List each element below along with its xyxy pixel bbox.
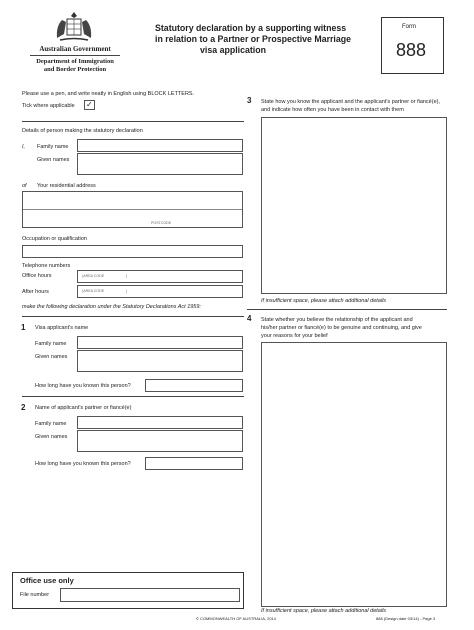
coat-of-arms-logo bbox=[52, 10, 96, 44]
occupation-field[interactable] bbox=[22, 245, 243, 258]
q4-divider bbox=[247, 309, 447, 310]
q4-number: 4 bbox=[247, 314, 252, 323]
q1-divider bbox=[22, 316, 244, 317]
q4-insufficient-note: If insufficient space, please attach additional details bbox=[261, 608, 387, 614]
q1-family-field[interactable] bbox=[77, 336, 243, 349]
of-label: of bbox=[22, 183, 27, 189]
after-hours-label: After hours bbox=[22, 289, 49, 295]
family-name-label: Family name bbox=[37, 144, 69, 150]
q1-how-long-label: How long have you known this person? bbox=[35, 383, 131, 389]
q1-how-long-field[interactable] bbox=[145, 379, 243, 392]
q1-family-label: Family name bbox=[35, 341, 67, 347]
q2-how-long-field[interactable] bbox=[145, 457, 243, 470]
given-names-field[interactable] bbox=[77, 153, 243, 175]
form-title-line1: Statutory declaration by a supporting witness bbox=[155, 23, 347, 33]
instruction-text: Please use a pen, and write neatly in English using BLOCK LETTERS. bbox=[22, 91, 195, 97]
q2-number: 2 bbox=[21, 403, 26, 412]
header-divider bbox=[30, 55, 120, 56]
q2-how-long-label: How long have you known this person? bbox=[35, 461, 131, 467]
q4-question-line3: your reasons for your belief bbox=[261, 333, 328, 339]
details-divider bbox=[22, 121, 244, 122]
q2-divider bbox=[22, 396, 244, 397]
details-heading: Details of person making the statutory declaration bbox=[22, 128, 143, 134]
q1-given-label: Given names bbox=[35, 354, 68, 360]
q2-given-label: Given names bbox=[35, 434, 68, 440]
office-hours-field[interactable] bbox=[77, 270, 243, 283]
form-title-line3: visa application bbox=[200, 45, 266, 55]
postcode-label: POSTCODE bbox=[151, 221, 172, 225]
file-number-field[interactable] bbox=[60, 588, 240, 602]
form-title-line2: in relation to a Partner or Prospective Marriage bbox=[155, 34, 352, 44]
family-name-field[interactable] bbox=[77, 139, 243, 152]
office-use-panel bbox=[12, 572, 244, 609]
q2-family-field[interactable] bbox=[77, 416, 243, 429]
address-line-divider bbox=[23, 209, 242, 210]
q4-question-line1: State whether you believe the relationship of the applicant and bbox=[261, 317, 413, 323]
department-line1: Department of Immigration bbox=[36, 58, 114, 65]
given-names-label: Given names bbox=[37, 157, 70, 163]
q4-question-line2: his/her partner or fiancé(e) to be genuine and continuing, and give bbox=[261, 325, 422, 331]
design-date-page: 888 (Design date 03/14) - Page 3 bbox=[376, 616, 436, 621]
q3-question-line2: and indicate how often you have been in contact with them bbox=[261, 107, 404, 113]
address-field[interactable] bbox=[22, 191, 243, 228]
occupation-label: Occupation or qualification bbox=[22, 236, 87, 242]
address-label: Your residential address bbox=[37, 183, 96, 189]
q2-given-field[interactable] bbox=[77, 430, 243, 452]
tick-example-box bbox=[84, 100, 95, 110]
q3-number: 3 bbox=[247, 96, 252, 105]
form-label: Form bbox=[402, 24, 416, 30]
government-name: Australian Government bbox=[39, 45, 111, 53]
tick-label: Tick where applicable bbox=[22, 103, 75, 109]
area-code-label: (AREA CODE bbox=[82, 274, 105, 278]
area-code-close: ) bbox=[126, 274, 128, 278]
q1-number: 1 bbox=[21, 323, 26, 332]
q2-label: Name of applicant's partner or fiancé(e) bbox=[35, 405, 132, 411]
department-line2: and Border Protection bbox=[43, 66, 107, 73]
form-number-box bbox=[381, 17, 444, 74]
area-code-close: ) bbox=[126, 289, 128, 293]
declaration-text: make the following declaration under the Statutory Declarations Act 1959: bbox=[22, 304, 201, 310]
check-icon: ✓ bbox=[86, 100, 93, 109]
telephone-label: Telephone numbers bbox=[22, 263, 71, 269]
q2-family-label: Family name bbox=[35, 421, 67, 427]
area-code-label: (AREA CODE bbox=[82, 289, 105, 293]
i-label: I, bbox=[22, 144, 26, 150]
form-number: 888 bbox=[396, 40, 427, 60]
office-hours-label: Office hours bbox=[22, 273, 52, 279]
q3-insufficient-note: If insufficient space, please attach additional details bbox=[261, 298, 387, 304]
after-hours-field[interactable] bbox=[77, 285, 243, 298]
copyright-text: © COMMONWEALTH OF AUSTRALIA, 2014 bbox=[196, 616, 276, 621]
q4-answer-field[interactable] bbox=[261, 342, 447, 607]
q1-given-field[interactable] bbox=[77, 350, 243, 372]
q3-question-line1: State how you know the applicant and the applicant's partner or fiancé(e), bbox=[261, 99, 440, 105]
office-use-heading: Office use only bbox=[20, 576, 74, 585]
q1-label: Visa applicant's name bbox=[35, 325, 89, 331]
file-number-label: File number bbox=[20, 592, 50, 598]
q3-answer-field[interactable] bbox=[261, 117, 447, 294]
